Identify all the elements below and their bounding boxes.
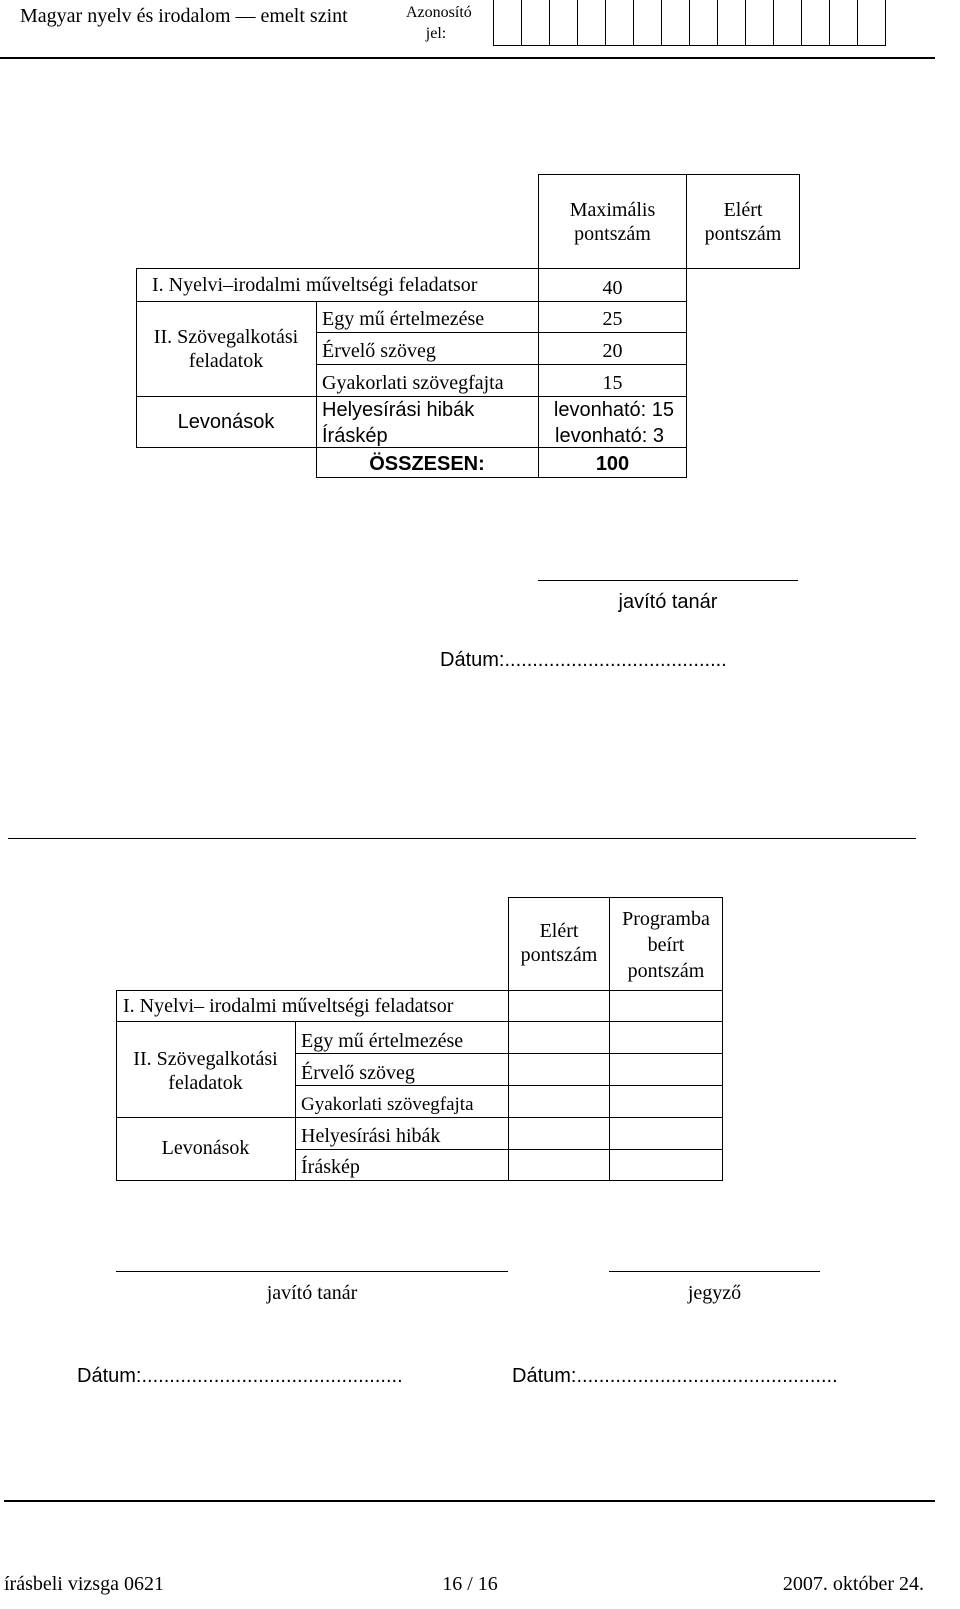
group2-label xyxy=(136,325,316,373)
signature2-date-right xyxy=(512,1364,838,1388)
id-box[interactable] xyxy=(745,0,774,46)
reached-cell-1[interactable] xyxy=(686,268,800,302)
signature1-date xyxy=(440,648,727,672)
signature1-date-label: Dátum: xyxy=(440,649,505,671)
col-reached-line2: pontszám xyxy=(704,223,782,245)
t2-line xyxy=(116,1117,723,1118)
t2-col-reached-label xyxy=(508,919,610,967)
footer-center: 16 / 16 xyxy=(442,1573,498,1595)
t2-row1-label: I. Nyelvi– irodalmi műveltségi feladatsor xyxy=(123,995,454,1017)
signature2-date-left xyxy=(77,1364,403,1388)
id-box[interactable] xyxy=(521,0,550,46)
id-box[interactable] xyxy=(801,0,830,46)
id-label-line2: jel: xyxy=(425,25,447,42)
id-box[interactable] xyxy=(857,0,886,46)
signature2-role-left: javító tanár xyxy=(266,1282,358,1304)
signature2-date-label-left: Dátum: xyxy=(77,1365,142,1387)
t2-group2-line1: II. Szövegalkotási xyxy=(133,1048,278,1070)
col-max-line1: Maximális xyxy=(569,199,656,221)
signature2-line-left xyxy=(116,1271,508,1272)
row2-max: 25 xyxy=(602,308,623,330)
row2-label: Egy mű értelmezése xyxy=(322,308,485,330)
row5-max: levonható: 15 xyxy=(553,399,674,421)
signature1-role: javító tanár xyxy=(618,591,718,613)
t1-line xyxy=(136,396,687,397)
t2-line xyxy=(295,1021,296,1181)
t2-col-program-line2: beírt xyxy=(647,934,685,956)
header-rule xyxy=(0,57,935,59)
t1-line xyxy=(316,301,317,448)
footer-left: írásbeli vizsga 0621 xyxy=(4,1573,164,1595)
signature2-date-dots-right[interactable]: ............................................... xyxy=(576,1365,838,1387)
signature2-line-right xyxy=(609,1271,820,1272)
header-subject: Magyar nyelv és irodalom — emelt szint xyxy=(20,5,348,27)
id-box[interactable] xyxy=(689,0,718,46)
t2-col-program-line3: pontszám xyxy=(627,960,705,982)
group2-line1: II. Szövegalkotási xyxy=(153,326,299,348)
section-separator xyxy=(8,838,916,839)
t2-col-program-label xyxy=(609,906,723,984)
total-label: ÖSSZESEN: xyxy=(369,453,485,475)
id-box[interactable] xyxy=(661,0,690,46)
col-reached-line1: Elért xyxy=(723,199,763,221)
t2-row5-label: Helyesírási hibák xyxy=(301,1125,441,1147)
group3-label: Levonások xyxy=(177,411,275,433)
footer-right: 2007. október 24. xyxy=(782,1573,924,1595)
id-box[interactable] xyxy=(773,0,802,46)
id-label-line1: Azonosító xyxy=(406,4,472,21)
id-label xyxy=(406,2,472,44)
t2-line xyxy=(116,1021,723,1022)
id-boxes[interactable] xyxy=(494,0,886,46)
signature1-date-dots[interactable]: ........................................ xyxy=(504,649,727,671)
total-max: 100 xyxy=(595,453,630,475)
row4-max: 15 xyxy=(602,372,623,394)
id-box[interactable] xyxy=(549,0,578,46)
t2-group2-line2: feladatok xyxy=(168,1072,243,1094)
signature1-line xyxy=(538,580,798,581)
signature2-role-right: jegyző xyxy=(687,1282,742,1304)
row4-label: Gyakorlati szövegfajta xyxy=(322,372,504,394)
t2-col-reached-line2: pontszám xyxy=(520,944,598,966)
group2-line2: feladatok xyxy=(188,350,264,372)
col-reached-label xyxy=(686,198,800,246)
t2-line xyxy=(295,1053,723,1054)
t2-group3-label: Levonások xyxy=(161,1137,250,1159)
t2-group2-label xyxy=(116,1047,295,1095)
t1-line xyxy=(316,332,687,333)
t1-line xyxy=(316,364,687,365)
t2-col-program-line1: Programba xyxy=(622,908,710,930)
t1-line xyxy=(136,301,687,302)
col-max-label xyxy=(538,198,687,246)
row6-label: Íráskép xyxy=(322,425,388,447)
row1-max: 40 xyxy=(602,277,623,299)
row3-label: Érvelő szöveg xyxy=(322,340,436,362)
t2-row2-label: Egy mű értelmezése xyxy=(301,1030,464,1052)
row1-label: I. Nyelvi–irodalmi műveltségi feladatsor xyxy=(152,274,478,296)
row3-max: 20 xyxy=(602,340,623,362)
signature2-date-dots-left[interactable]: ............................................... xyxy=(141,1365,403,1387)
t2-row4-label: Gyakorlati szövegfajta xyxy=(301,1094,474,1115)
signature2-date-label-right: Dátum: xyxy=(512,1365,577,1387)
t2-line xyxy=(295,1149,723,1150)
t2-row3-label: Érvelő szöveg xyxy=(301,1062,415,1084)
col-max-line2: pontszám xyxy=(574,223,651,245)
id-box[interactable] xyxy=(717,0,746,46)
row5-label: Helyesírási hibák xyxy=(322,399,475,421)
id-box[interactable] xyxy=(633,0,662,46)
footer-rule xyxy=(4,1500,935,1502)
id-box[interactable] xyxy=(605,0,634,46)
t2-line xyxy=(295,1085,723,1086)
t2-row6-label: Íráskép xyxy=(301,1156,360,1178)
id-box[interactable] xyxy=(829,0,858,46)
id-box[interactable] xyxy=(493,0,522,46)
t2-col-reached-line1: Elért xyxy=(539,920,579,942)
row6-max: levonható: 3 xyxy=(555,425,664,447)
id-box[interactable] xyxy=(577,0,606,46)
